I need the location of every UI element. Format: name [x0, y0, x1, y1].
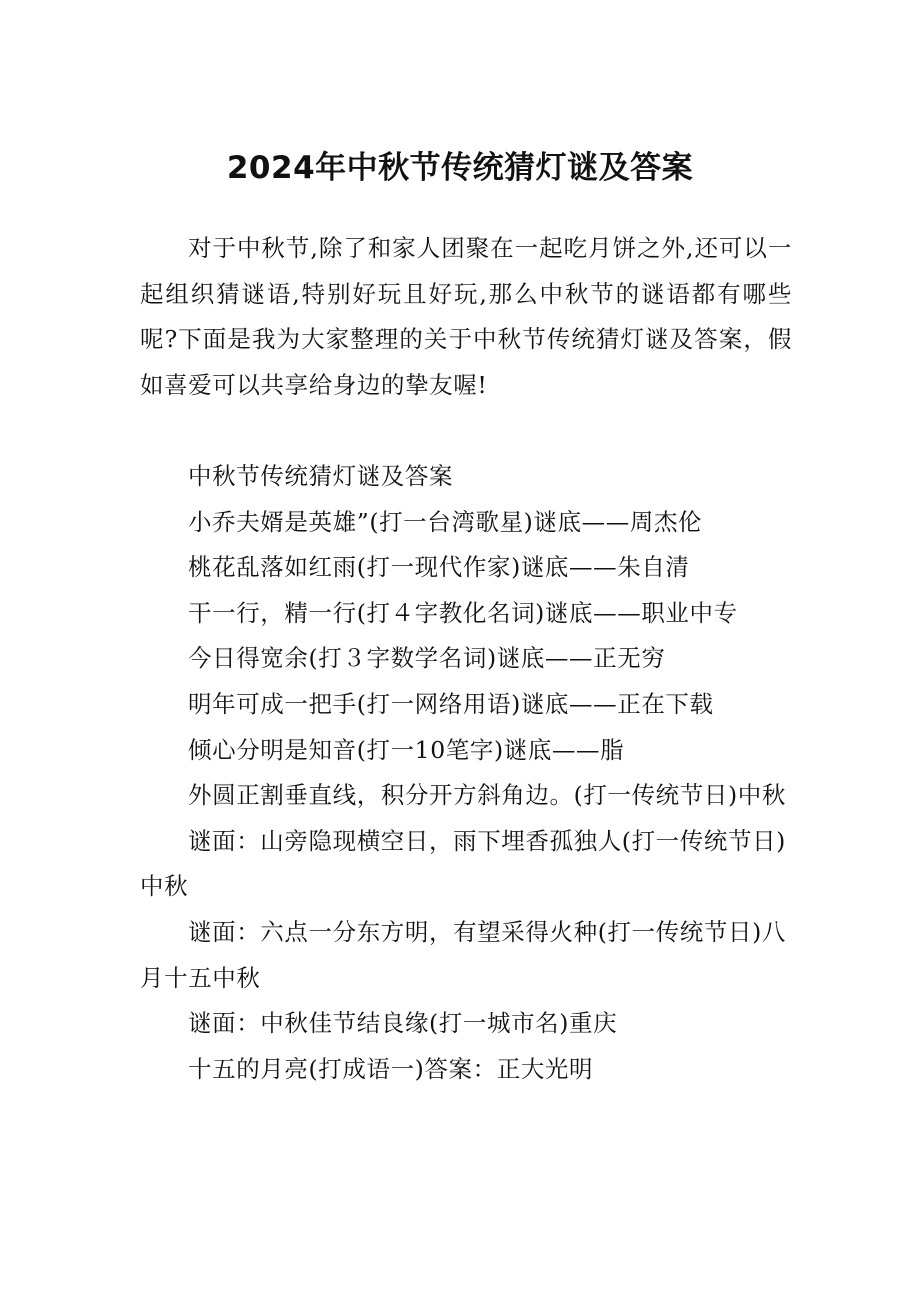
document-title: 2024年中秋节传统猜灯谜及答案 [226, 150, 694, 186]
riddle-line: 谜面：六点一分东方明，有望采得火种(打一传统节日)八月十五中秋 [140, 917, 786, 992]
riddle-line: 明年可成一把手(打一网络用语)谜底——正在下载 [188, 689, 714, 718]
riddle-line: 桃花乱落如红雨(打一现代作家)谜底——朱自清 [188, 553, 690, 582]
riddle-line: 谜面：山旁隐现横空日，雨下埋香孤独人(打一传统节日)中秋 [140, 826, 786, 901]
document-body [140, 226, 792, 1092]
riddle-line: 十五的月亮(打成语一)答案：正大光明 [188, 1054, 594, 1083]
riddle-line: 外圆正割垂直线，积分开方斜角边。(打一传统节日)中秋 [188, 781, 786, 810]
intro-paragraph: 对于中秋节,除了和家人团聚在一起吃月饼之外,还可以一起组织猜谜语,特别好玩且好玩,那么中秋节的谜语都有哪些呢?下面是我为大家整理的关于中秋节传统猜灯谜及答案，假如喜爱可以共享给身边的挚友喔! [140, 234, 792, 399]
riddle-line: 今日得宽余(打３字数学名词)谜底——正无穷 [188, 644, 666, 673]
riddle-line: 干一行，精一行(打４字教化名词)谜底——职业中专 [188, 598, 738, 627]
riddle-line: 倾心分明是知音(打一10笔字)谜底——脂 [188, 735, 625, 764]
paragraph-spacer [140, 408, 792, 454]
riddle-line: 小乔夫婿是英雄”(打一台湾歌星)谜底——周杰伦 [188, 507, 703, 536]
section-heading: 中秋节传统猜灯谜及答案 [188, 461, 454, 490]
riddle-line: 谜面：中秋佳节结良缘(打一城市名)重庆 [188, 1009, 618, 1038]
